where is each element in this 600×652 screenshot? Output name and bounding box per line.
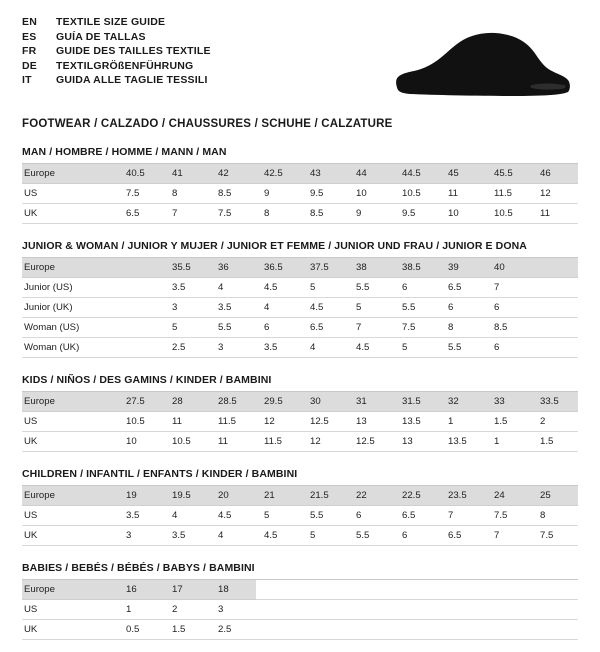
size-table-junior-woman	[22, 258, 578, 358]
table-row	[22, 338, 578, 358]
cell: 6	[486, 298, 532, 318]
cell: 7	[164, 204, 210, 224]
cell: 6	[256, 318, 302, 338]
cell: 5	[394, 338, 440, 358]
section-junior-woman	[22, 240, 578, 358]
cell	[302, 620, 348, 640]
cell: 25	[532, 486, 578, 506]
cell: 6	[394, 526, 440, 546]
cell	[486, 600, 532, 620]
cell: 12	[302, 432, 348, 452]
row-label: US	[22, 412, 118, 432]
table-row	[22, 506, 578, 526]
cell	[118, 278, 164, 298]
cell	[302, 600, 348, 620]
cell: 19	[118, 486, 164, 506]
table-row	[22, 298, 578, 318]
cell: 12.5	[302, 412, 348, 432]
table-row	[22, 258, 578, 278]
cell: 45	[440, 164, 486, 184]
row-label: Woman (US)	[22, 318, 118, 338]
language-row	[22, 16, 211, 31]
language-title: TEXTILE SIZE GUIDE	[56, 16, 166, 28]
cell: 38	[348, 258, 394, 278]
cell: 3	[164, 298, 210, 318]
table-row	[22, 526, 578, 546]
cell: 10.5	[118, 412, 164, 432]
table-row	[22, 392, 578, 412]
row-label: US	[22, 600, 118, 620]
cell: 5	[256, 506, 302, 526]
cell: 4	[302, 338, 348, 358]
cell: 8	[256, 204, 302, 224]
cell: 1.5	[532, 432, 578, 452]
size-table-kids	[22, 392, 578, 452]
cell: 20	[210, 486, 256, 506]
cell: 3.5	[164, 526, 210, 546]
row-label: Europe	[22, 164, 118, 184]
cell: 7.5	[210, 204, 256, 224]
section-title: BABIES / BEBÉS / BÉBÉS / BABYS / BAMBINI	[22, 562, 578, 580]
cell: 11	[210, 432, 256, 452]
row-label: Europe	[22, 392, 118, 412]
cell: 8.5	[210, 184, 256, 204]
cell: 7.5	[394, 318, 440, 338]
cell: 27.5	[118, 392, 164, 412]
cell	[486, 580, 532, 600]
language-title: GUIDE DES TAILLES TEXTILE	[56, 45, 211, 57]
cell: 7	[348, 318, 394, 338]
cell: 21.5	[302, 486, 348, 506]
cell: 11	[532, 204, 578, 224]
cell: 3	[210, 600, 256, 620]
cell: 4	[210, 526, 256, 546]
cell: 7	[486, 278, 532, 298]
cell: 6	[348, 506, 394, 526]
size-table-man	[22, 164, 578, 224]
row-label: UK	[22, 432, 118, 452]
cell: 13	[394, 432, 440, 452]
cell: 40	[486, 258, 532, 278]
cell: 45.5	[486, 164, 532, 184]
cell: 9	[256, 184, 302, 204]
cell: 11	[440, 184, 486, 204]
table-row	[22, 164, 578, 184]
cell: 10	[118, 432, 164, 452]
cell	[440, 580, 486, 600]
cell: 31.5	[394, 392, 440, 412]
cell	[394, 620, 440, 640]
footer-spacer	[22, 640, 578, 652]
cell: 44	[348, 164, 394, 184]
cell	[256, 600, 302, 620]
cell: 10.5	[486, 204, 532, 224]
cell: 40.5	[118, 164, 164, 184]
cell: 28	[164, 392, 210, 412]
cell	[118, 298, 164, 318]
cell	[348, 580, 394, 600]
cell: 10.5	[164, 432, 210, 452]
section-title: JUNIOR & WOMAN / JUNIOR Y MUJER / JUNIOR ET FEMME / JUNIOR UND FRAU / JUNIOR E DONA	[22, 240, 578, 258]
cell: 5.5	[440, 338, 486, 358]
cell: 19.5	[164, 486, 210, 506]
cell: 6.5	[394, 506, 440, 526]
cell: 13.5	[440, 432, 486, 452]
size-table-children	[22, 486, 578, 546]
cell: 4.5	[256, 526, 302, 546]
cell: 18	[210, 580, 256, 600]
row-label: UK	[22, 620, 118, 640]
section-children	[22, 468, 578, 546]
cell: 33.5	[532, 392, 578, 412]
cell	[532, 278, 578, 298]
table-row	[22, 580, 578, 600]
section-title: KIDS / NIÑOS / DES GAMINS / KINDER / BAMBINI	[22, 374, 578, 392]
cell	[118, 338, 164, 358]
cell	[486, 620, 532, 640]
language-code: EN	[22, 16, 37, 28]
cell: 7.5	[532, 526, 578, 546]
cell: 17	[164, 580, 210, 600]
language-row	[22, 74, 211, 89]
language-title: GUÍA DE TALLAS	[56, 30, 146, 43]
language-code: DE	[22, 59, 37, 72]
cell: 6.5	[118, 204, 164, 224]
language-row	[22, 45, 211, 60]
cell: 13	[348, 412, 394, 432]
cell: 4	[210, 278, 256, 298]
cell: 8.5	[486, 318, 532, 338]
cell: 21	[256, 486, 302, 506]
cell: 1	[440, 412, 486, 432]
cell: 3.5	[256, 338, 302, 358]
header	[22, 16, 578, 104]
cell: 32	[440, 392, 486, 412]
cell: 30	[302, 392, 348, 412]
section-title: MAN / HOMBRE / HOMME / MANN / MAN	[22, 146, 578, 164]
cell: 4	[164, 506, 210, 526]
cell: 7.5	[118, 184, 164, 204]
dress-shoe-icon	[382, 28, 572, 104]
cell	[348, 600, 394, 620]
cell: 13.5	[394, 412, 440, 432]
cell: 4.5	[348, 338, 394, 358]
cell: 12	[532, 184, 578, 204]
row-label: Woman (UK)	[22, 338, 118, 358]
cell: 2.5	[164, 338, 210, 358]
cell: 35.5	[164, 258, 210, 278]
cell: 7.5	[486, 506, 532, 526]
cell	[256, 620, 302, 640]
cell: 5.5	[210, 318, 256, 338]
cell: 5.5	[348, 526, 394, 546]
size-table-babies	[22, 580, 578, 640]
table-row	[22, 432, 578, 452]
cell	[394, 600, 440, 620]
cell: 4.5	[302, 298, 348, 318]
category-line: FOOTWEAR / CALZADO / CHAUSSURES / SCHUHE / CALZATURE	[22, 118, 393, 130]
cell: 11.5	[210, 412, 256, 432]
row-label: UK	[22, 204, 118, 224]
cell: 8.5	[302, 204, 348, 224]
cell: 10.5	[394, 184, 440, 204]
cell: 3.5	[164, 278, 210, 298]
cell: 3	[118, 526, 164, 546]
cell: 1.5	[164, 620, 210, 640]
cell	[118, 318, 164, 338]
row-label: Europe	[22, 486, 118, 506]
cell: 8	[440, 318, 486, 338]
cell: 8	[532, 506, 578, 526]
cell: 6.5	[440, 278, 486, 298]
language-row	[22, 31, 211, 46]
cell	[118, 258, 164, 278]
cell	[532, 580, 578, 600]
cell: 11.5	[486, 184, 532, 204]
cell: 5.5	[302, 506, 348, 526]
language-code: FR	[22, 45, 37, 57]
table-row	[22, 204, 578, 224]
cell: 12	[256, 412, 302, 432]
row-label: Junior (US)	[22, 278, 118, 298]
cell: 37.5	[302, 258, 348, 278]
cell: 3.5	[118, 506, 164, 526]
row-label: US	[22, 506, 118, 526]
cell: 44.5	[394, 164, 440, 184]
cell: 2	[164, 600, 210, 620]
table-row	[22, 184, 578, 204]
cell: 36.5	[256, 258, 302, 278]
cell: 43	[302, 164, 348, 184]
cell	[348, 620, 394, 640]
language-row	[22, 60, 211, 75]
cell: 6	[486, 338, 532, 358]
cell: 6.5	[302, 318, 348, 338]
cell: 5	[302, 278, 348, 298]
cell	[532, 600, 578, 620]
language-title: TEXTILGRÖßENFÜHRUNG	[56, 59, 194, 72]
section-man	[22, 146, 578, 224]
cell	[532, 258, 578, 278]
cell: 8	[164, 184, 210, 204]
cell: 5	[302, 526, 348, 546]
cell: 42.5	[256, 164, 302, 184]
cell: 46	[532, 164, 578, 184]
cell: 6	[440, 298, 486, 318]
cell: 1	[118, 600, 164, 620]
cell: 7	[440, 506, 486, 526]
table-row	[22, 620, 578, 640]
cell: 4	[256, 298, 302, 318]
cell: 5.5	[394, 298, 440, 318]
cell: 39	[440, 258, 486, 278]
cell: 4.5	[210, 506, 256, 526]
cell	[440, 620, 486, 640]
cell: 11.5	[256, 432, 302, 452]
cell: 9	[348, 204, 394, 224]
cell	[532, 318, 578, 338]
cell: 11	[164, 412, 210, 432]
cell: 2.5	[210, 620, 256, 640]
language-code: ES	[22, 30, 37, 43]
cell	[532, 298, 578, 318]
language-code: IT	[22, 74, 32, 86]
cell: 9.5	[394, 204, 440, 224]
row-label: UK	[22, 526, 118, 546]
cell: 22	[348, 486, 394, 506]
cell: 33	[486, 392, 532, 412]
cell: 3.5	[210, 298, 256, 318]
table-row	[22, 318, 578, 338]
cell: 2	[532, 412, 578, 432]
cell: 4.5	[256, 278, 302, 298]
cell: 5.5	[348, 278, 394, 298]
cell	[532, 620, 578, 640]
cell	[302, 580, 348, 600]
cell: 38.5	[394, 258, 440, 278]
cell: 31	[348, 392, 394, 412]
section-babies	[22, 562, 578, 640]
language-title-list	[22, 16, 211, 89]
cell: 23.5	[440, 486, 486, 506]
cell: 1.5	[486, 412, 532, 432]
cell: 0.5	[118, 620, 164, 640]
cell: 36	[210, 258, 256, 278]
table-row	[22, 412, 578, 432]
cell	[394, 580, 440, 600]
row-label: US	[22, 184, 118, 204]
cell: 22.5	[394, 486, 440, 506]
cell: 5	[348, 298, 394, 318]
cell: 41	[164, 164, 210, 184]
cell: 12.5	[348, 432, 394, 452]
cell	[532, 338, 578, 358]
cell: 6.5	[440, 526, 486, 546]
cell: 10	[348, 184, 394, 204]
section-kids	[22, 374, 578, 452]
cell: 6	[394, 278, 440, 298]
row-label: Europe	[22, 580, 118, 600]
cell: 10	[440, 204, 486, 224]
table-row	[22, 278, 578, 298]
cell: 28.5	[210, 392, 256, 412]
cell	[440, 600, 486, 620]
table-row	[22, 600, 578, 620]
section-title: CHILDREN / INFANTIL / ENFANTS / KINDER / BAMBINI	[22, 468, 578, 486]
cell	[256, 580, 302, 600]
cell: 9.5	[302, 184, 348, 204]
cell: 42	[210, 164, 256, 184]
language-title: GUIDA ALLE TAGLIE TESSILI	[56, 74, 208, 86]
row-label: Europe	[22, 258, 118, 278]
cell: 24	[486, 486, 532, 506]
table-row	[22, 486, 578, 506]
cell: 1	[486, 432, 532, 452]
cell: 29.5	[256, 392, 302, 412]
cell: 16	[118, 580, 164, 600]
cell: 7	[486, 526, 532, 546]
cell: 3	[210, 338, 256, 358]
row-label: Junior (UK)	[22, 298, 118, 318]
cell: 5	[164, 318, 210, 338]
